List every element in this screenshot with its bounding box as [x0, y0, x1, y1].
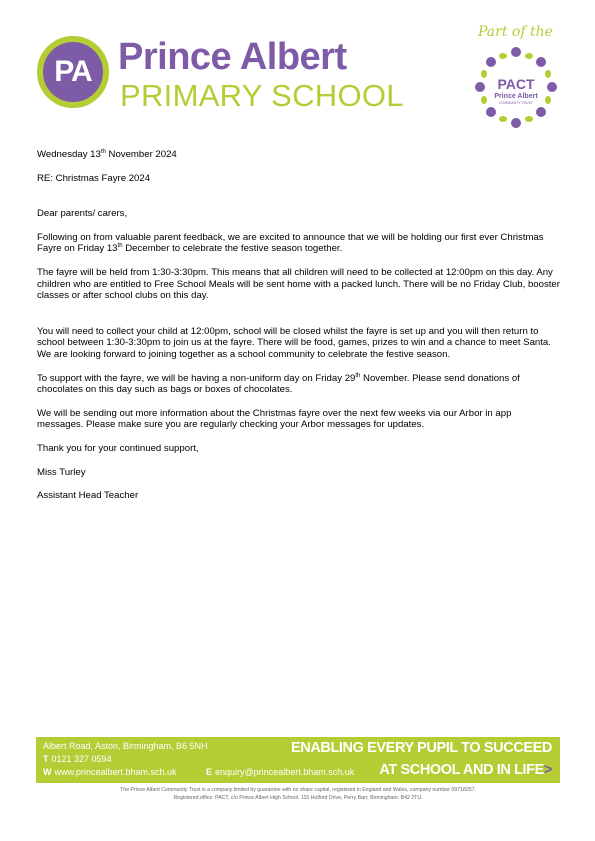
date-text: Wednesday 13: [37, 149, 101, 160]
footer-website: [43, 767, 177, 777]
letter-closing: Thank you for your continued support,: [37, 442, 199, 454]
slogan-line-2: [379, 762, 552, 778]
p4-ordinal: th: [355, 372, 361, 379]
phone-label: T: [43, 754, 49, 764]
footer-address: Albert Road, Aston, Birmingham, B6 5NH: [43, 741, 208, 751]
p1-text-end: December to celebrate the festive season together.: [122, 243, 343, 255]
pact-subtitle: Prince Albert: [494, 93, 538, 100]
date-ordinal: th: [100, 148, 106, 155]
slogan-line-2-text: AT SCHOOL AND IN LIFE: [379, 762, 544, 778]
signatory-name: Miss Turley: [37, 466, 86, 478]
school-type: PRIMARY SCHOOL: [120, 78, 404, 113]
letter-date: [37, 149, 560, 161]
paragraph-times: The fayre will be held from 1:30-3:30pm. This means that all children will need to be collected at 12:00pm on this day. Any children who are entitled to Free School Meals will be sent home with a packed lunch. There will be no Friday Club, booster classes or after school clubs on this day.: [37, 266, 560, 302]
p1-text: Following on from valuable parent feedback, we are excited to announce that we will be holding our first ever Christmas Fayre on Friday 13: [37, 231, 544, 255]
email-label: E: [206, 767, 213, 777]
legal-line-2: Registered office: PACT, c/o Prince Albert High School. 115 Holford Drive, Perry Barr, Birmingham. B42 2TU.: [173, 795, 423, 801]
school-logo: [37, 36, 109, 108]
logo-initials: PA: [54, 55, 92, 88]
slogan-line-1: ENABLING EVERY PUPIL TO SUCCEED: [290, 740, 552, 756]
letter-subject: RE: Christmas Fayre 2024: [37, 172, 151, 184]
website-label: W: [43, 767, 52, 777]
website-url[interactable]: www.princealbert.bham.sch.uk: [54, 767, 177, 777]
p4-text: To support with the fayre, we will be having a non-uniform day on Friday 29: [37, 372, 356, 384]
p4-text-end: November. Please send donations of chocolates on this day such as bags or boxes of chocolates.: [37, 372, 520, 396]
legal-line-1: The Prince Albert Community Trust is a company limited by guarantee with no share capital, registered in England and Wales, company number 09718257.: [120, 787, 476, 793]
paragraph-non-uniform: [37, 373, 560, 396]
arrow-icon: >: [543, 762, 552, 778]
paragraph-collection: You will need to collect your child at 12:00pm, school will be closed whilst the fayre is set up and you will then return to school between 1:30-3:30pm to join us at the fayre. There will be food, games, prizes to win and a chance to meet Santa. We are looking forward to joining together as a school community to celebrate the festive season.: [37, 325, 551, 360]
pact-tagline: Part of the: [478, 24, 553, 40]
pact-sub2: COMMUNITY TRUST: [498, 101, 534, 105]
date-month-year: November 2024: [105, 149, 177, 160]
footer-band: [36, 737, 560, 783]
footer-phone: [43, 754, 112, 764]
letter-body: [37, 149, 560, 514]
p1-ordinal: th: [117, 243, 123, 250]
email-address[interactable]: enquiry@princealbert.bham.sch.uk: [215, 767, 355, 777]
footer-email: [206, 767, 354, 777]
phone-number: 0121 327 0594: [51, 754, 112, 764]
signatory-role: Assistant Head Teacher: [37, 490, 139, 502]
paragraph-announcement: [37, 232, 560, 255]
school-name: Prince Albert: [118, 36, 347, 78]
letter-greeting: Dear parents/ carers,: [37, 208, 128, 220]
pact-logo: [472, 44, 560, 132]
pact-name: PACT: [497, 76, 535, 92]
paragraph-arbor: We will be sending out more information about the Christmas fayre over the next few weeks via our Arbor in app messages. Please make sure you are regularly checking your Arbor messages for updates.: [37, 407, 512, 431]
